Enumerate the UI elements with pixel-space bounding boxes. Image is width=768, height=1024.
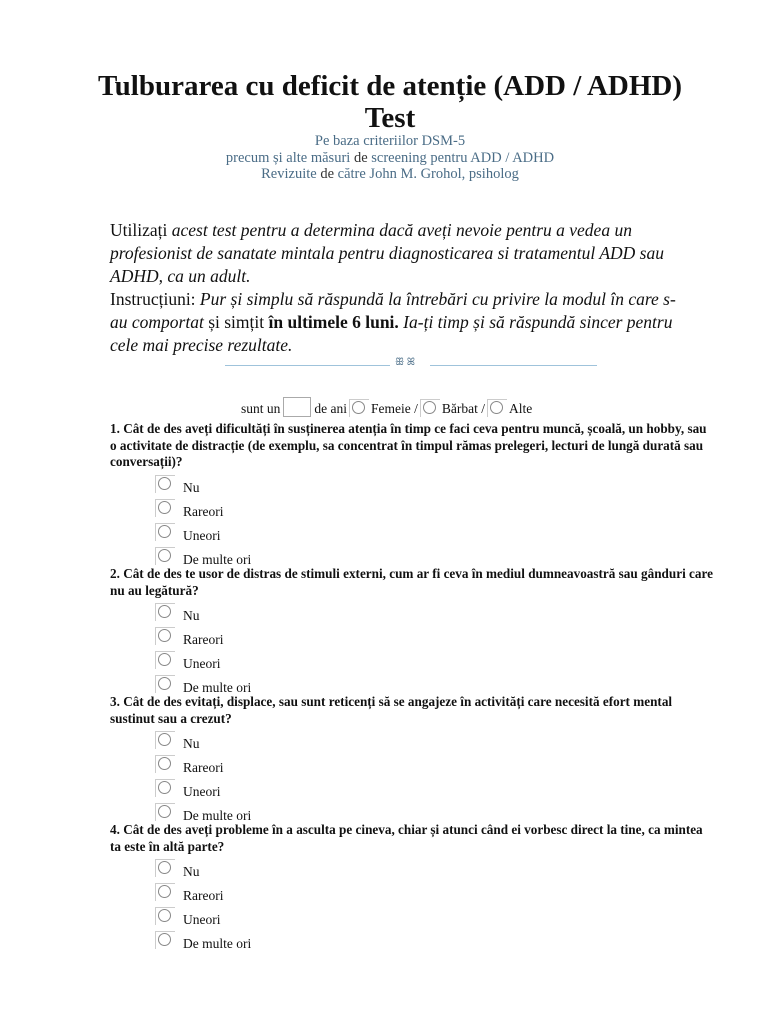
- q3-radio-uneori[interactable]: [155, 779, 175, 797]
- intro-paragraph-1: [110, 219, 690, 288]
- divider-line-right: [430, 365, 597, 366]
- q1-option-uneori[interactable]: [155, 519, 221, 541]
- subtitle-revised-c: către John M. Grohol, psiholog: [337, 166, 519, 182]
- q2-radio-de-multe-ori[interactable]: [155, 675, 175, 693]
- demographics-row: [241, 395, 532, 417]
- option-label: Rareori: [183, 760, 224, 775]
- question-4: 4. Cât de des aveți probleme în a asculta pe cineva, chiar și atunci când ei vorbesc direct la tine, ca mintea ta este în altă parte?: [110, 822, 703, 854]
- female-radio-circle: [352, 401, 365, 414]
- radio-circle: [158, 909, 171, 922]
- divider-line-left: [225, 365, 390, 366]
- subtitle-revised-b: de: [320, 166, 335, 182]
- radio-circle: [158, 477, 171, 490]
- divider-ornament: ꕥ ꕤ: [395, 357, 416, 368]
- q1-radio-rareori[interactable]: [155, 499, 175, 517]
- radio-circle: [158, 501, 171, 514]
- option-label: De multe ori: [183, 808, 252, 823]
- female-radio[interactable]: [349, 399, 369, 417]
- radio-circle: [158, 781, 171, 794]
- q2-radio-rareori[interactable]: [155, 627, 175, 645]
- radio-circle: [158, 629, 171, 642]
- option-label: Nu: [183, 736, 200, 751]
- subtitle-screening: [60, 151, 720, 166]
- option-label: Rareori: [183, 632, 224, 647]
- subtitle-screening-b: de: [353, 150, 368, 166]
- q3-option-nu[interactable]: [155, 727, 200, 749]
- radio-circle: [158, 885, 171, 898]
- option-label: Rareori: [183, 504, 224, 519]
- other-label: Alte: [509, 401, 533, 416]
- radio-circle: [158, 805, 171, 818]
- subtitle-screening-c: screening pentru ADD / ADHD: [371, 150, 555, 166]
- q4-radio-uneori[interactable]: [155, 907, 175, 925]
- radio-circle: [158, 525, 171, 538]
- q2-radio-nu[interactable]: [155, 603, 175, 621]
- other-radio[interactable]: [487, 399, 507, 417]
- page-title: [60, 70, 720, 134]
- option-label: De multe ori: [183, 552, 252, 567]
- q1-radio-de-multe-ori[interactable]: [155, 547, 175, 565]
- q3-option-uneori[interactable]: [155, 775, 221, 797]
- option-label: Nu: [183, 608, 200, 623]
- q3-radio-de-multe-ori[interactable]: [155, 803, 175, 821]
- radio-circle: [158, 677, 171, 690]
- age-label: de ani: [314, 401, 348, 416]
- other-radio-circle: [490, 401, 503, 414]
- radio-circle: [158, 733, 171, 746]
- subtitle-revised: [60, 167, 720, 182]
- q1-option-nu[interactable]: [155, 471, 200, 493]
- q4-option-rareori[interactable]: [155, 879, 223, 901]
- option-label: Uneori: [183, 912, 221, 927]
- title-line-1: Tulburarea cu deficit de atenție (ADD / ADHD): [98, 70, 682, 102]
- q3-radio-nu[interactable]: [155, 731, 175, 749]
- option-label: Uneori: [183, 784, 221, 799]
- option-label: Rareori: [183, 888, 224, 903]
- intro-p2-a: Pur și simplu să răspundă la întrebări cu privire la modul în care s- au comportat: [110, 289, 676, 332]
- subtitle-revised-a: Revizuite: [261, 166, 317, 182]
- q3-radio-rareori[interactable]: [155, 755, 175, 773]
- divider: [225, 357, 597, 371]
- intro-p1-text: acest test pentru a determina dacă aveți nevoie pentru a vedea un profesionist de sanatate mintala pentru diagnosticarea si tratamentul ADD sau ADHD, ca un adult.: [110, 220, 664, 286]
- q4-radio-de-multe-ori[interactable]: [155, 931, 175, 949]
- option-label: Uneori: [183, 656, 221, 671]
- q4-option-de-multe-ori[interactable]: [155, 927, 251, 949]
- q4-option-nu[interactable]: [155, 855, 200, 877]
- q4-radio-nu[interactable]: [155, 859, 175, 877]
- title-line-2: Test: [364, 102, 416, 134]
- intro-use-word: Utilizați: [110, 220, 168, 240]
- intro-p2-b: și simțit: [208, 312, 265, 332]
- q2-option-nu[interactable]: [155, 599, 200, 621]
- intro-p2-d: Ia-ți timp și să răspundă sincer pentru cele mai precise rezultate.: [110, 312, 673, 355]
- q1-option-de-multe-ori[interactable]: [155, 543, 251, 565]
- male-radio[interactable]: [420, 399, 440, 417]
- option-label: De multe ori: [183, 680, 252, 695]
- q2-option-rareori[interactable]: [155, 623, 223, 645]
- q2-radio-uneori[interactable]: [155, 651, 175, 669]
- option-label: Nu: [183, 480, 200, 495]
- radio-circle: [158, 653, 171, 666]
- q2-option-uneori[interactable]: [155, 647, 221, 669]
- question-2: 2. Cât de des te usor de distras de stimuli externi, cum ar fi ceva în mediul dumneavoastră sau gânduri care nu au legătură?: [110, 566, 713, 598]
- intro-paragraph-2: [110, 288, 690, 357]
- q3-option-rareori[interactable]: [155, 751, 223, 773]
- radio-circle: [158, 549, 171, 562]
- radio-circle: [158, 757, 171, 770]
- radio-circle: [158, 933, 171, 946]
- male-label: Bărbat /: [441, 401, 486, 416]
- subtitle-criteria: Pe baza criteriilor DSM-5: [314, 133, 466, 149]
- instructions-label: Instrucțiuni:: [110, 289, 196, 309]
- male-radio-circle: [423, 401, 436, 414]
- q4-option-uneori[interactable]: [155, 903, 221, 925]
- q2-option-de-multe-ori[interactable]: [155, 671, 251, 693]
- intro-text: [110, 219, 690, 357]
- question-1: 1. Cât de des aveți dificultăți în susținerea atenția în timp ce faci ceva pentru muncă, școală, un hobby, sau o activitate de distracție (de exemplu, sa concentrat în timpul rămas prelegeri, lecturi de lungă durată sau conversații)?: [110, 421, 707, 469]
- question-3: 3. Cât de des evitați, displace, sau sunt reticenți să se angajeze în activități care necesită efort mental sustinut sau a crezut?: [110, 694, 673, 726]
- q1-radio-nu[interactable]: [155, 475, 175, 493]
- q3-option-de-multe-ori[interactable]: [155, 799, 251, 821]
- subtitle-screening-a: precum și alte măsuri: [225, 150, 351, 166]
- age-input[interactable]: [283, 397, 311, 417]
- q1-option-rareori[interactable]: [155, 495, 223, 517]
- option-label: Uneori: [183, 528, 221, 543]
- option-label: De multe ori: [183, 936, 252, 951]
- q4-radio-rareori[interactable]: [155, 883, 175, 901]
- q1-radio-uneori[interactable]: [155, 523, 175, 541]
- female-label: Femeie /: [371, 401, 418, 416]
- radio-circle: [158, 605, 171, 618]
- intro-p2-period: în ultimele 6 luni.: [268, 312, 399, 332]
- demo-prefix: sunt un: [241, 401, 281, 416]
- radio-circle: [158, 861, 171, 874]
- option-label: Nu: [183, 864, 200, 879]
